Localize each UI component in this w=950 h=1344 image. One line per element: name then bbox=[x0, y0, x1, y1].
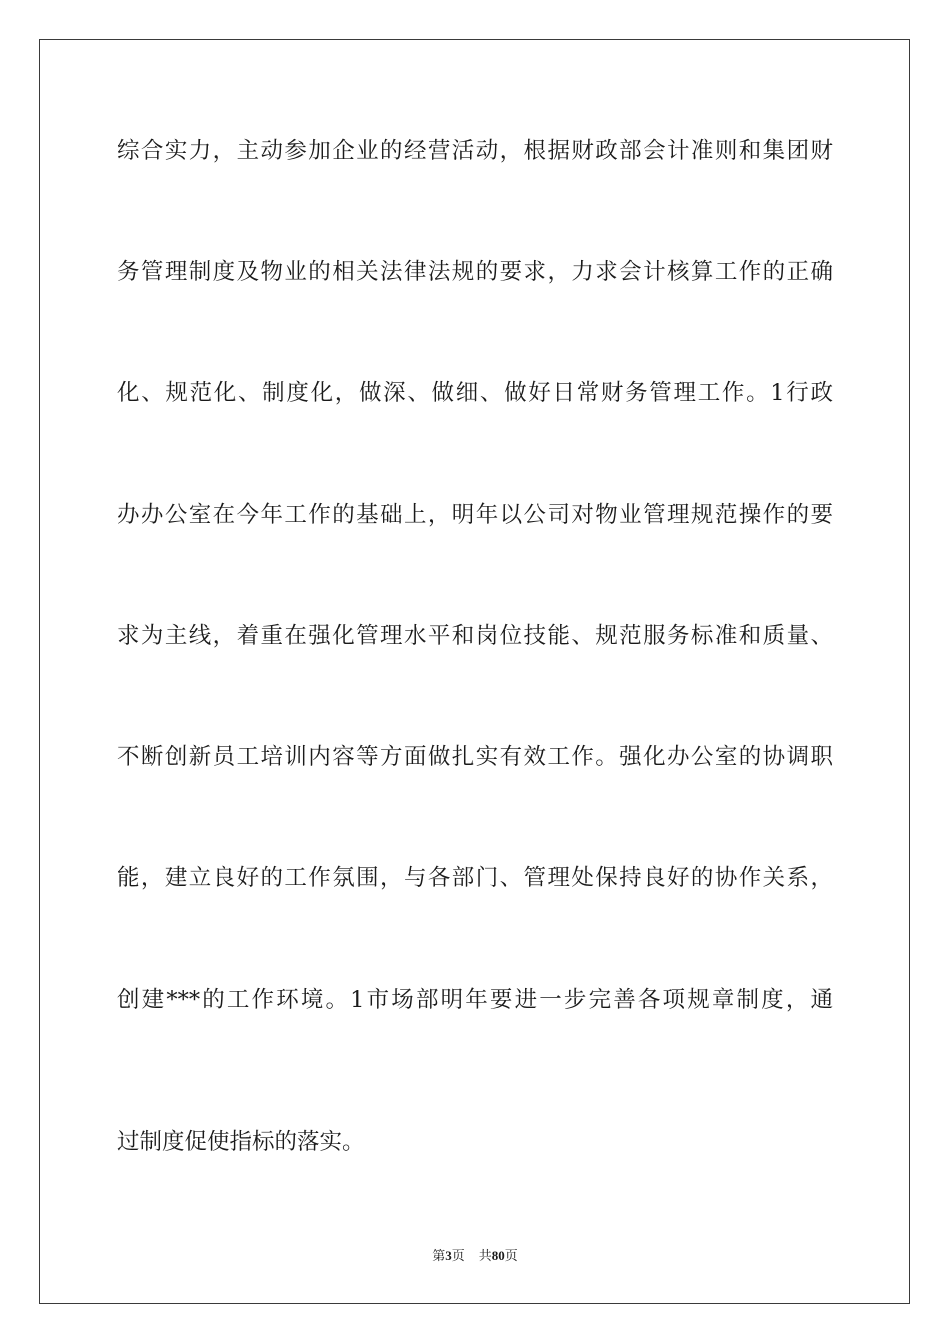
body-line-9: 过制度促使指标的落实。 bbox=[117, 1129, 365, 1155]
body-line-1: 综合实力，主动参加企业的经营活动，根据财政部会计准则和集团财 bbox=[117, 138, 833, 164]
footer-total-pages: 80 bbox=[491, 1248, 505, 1263]
body-line-4: 办办公室在今年工作的基础上，明年以公司对物业管理规范操作的要 bbox=[117, 502, 833, 528]
footer-total-prefix: 共 bbox=[478, 1249, 492, 1264]
body-line-5: 求为主线，着重在强化管理水平和岗位技能、规范服务标准和质量、 bbox=[117, 623, 833, 649]
footer-page-prefix: 第 bbox=[432, 1249, 446, 1264]
body-line-2: 务管理制度及物业的相关法律法规的要求，力求会计核算工作的正确 bbox=[117, 259, 833, 285]
footer-total-suffix: 页 bbox=[504, 1249, 518, 1264]
body-line-6: 不断创新员工培训内容等方面做扎实有效工作。强化办公室的协调职 bbox=[117, 744, 833, 770]
body-line-7: 能，建立良好的工作氛围，与各部门、管理处保持良好的协作关系， bbox=[117, 865, 833, 891]
page-footer bbox=[0, 1247, 950, 1266]
body-line-8: 创建***的工作环境。1市场部明年要进一步完善各项规章制度，通 bbox=[117, 987, 833, 1013]
footer-page-number: 3 bbox=[445, 1248, 452, 1263]
body-line-3: 化、规范化、制度化，做深、做细、做好日常财务管理工作。1行政 bbox=[117, 380, 833, 406]
footer-page-suffix: 页 bbox=[451, 1249, 465, 1264]
page-frame bbox=[39, 39, 910, 1304]
